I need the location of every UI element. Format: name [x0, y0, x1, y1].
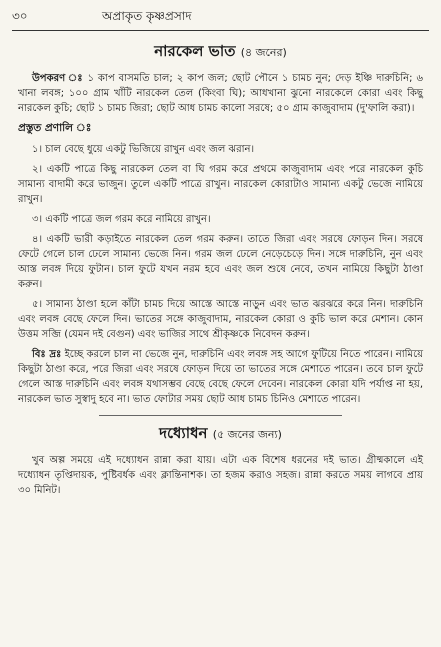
- recipe-title-2-text: দধ্যোধন: [159, 424, 208, 442]
- note-paragraph: [18, 347, 423, 407]
- page-number: ৩০: [12, 9, 28, 23]
- ingredients-label: উপকরণ ঃ: [32, 73, 84, 84]
- step-4: ৪। একটি ভারী কড়াইতে নারকেল তেল গরম করুন। তাতে জিরা এবং সরষে ফোড়ন দিন। সরষে ফেটে গেলে চাল ঢেলে সামান্য ভেজে নিন। গরম জল ঢেলে নেড়েচেড়ে দিন। সঙ্গে দারুচিনি, নুন এবং আস্ত লবঙ্গ দিয়ে ফুটান। চাল ফুটে যখন নরম হবে এবং জল শুষে নেবে, তখন নামিয়ে কিছুটা ঠাণ্ডা করুন।: [18, 234, 423, 290]
- note-label: বিঃ দ্রঃ: [32, 349, 62, 360]
- section-divider: [99, 415, 342, 416]
- recipe-2-intro: খুব অল্প সময়ে এই দধ্যোধন রান্না করা যায়। এটা এক বিশেষ ধরনের দই ভাত। গ্রীষ্মকালে এই দধ্যোধন তৃপ্তিদায়ক, পুষ্টিবর্ধক এবং ক্লান্তিনাশক। তা হজম করাও সহজ। রান্না করতে সময় লাগবে প্রায় ৩০ মিনিট।: [18, 455, 423, 496]
- step-5: ৫। সামান্য ঠাণ্ডা হলে কাঁটা চামচ দিয়ে আস্তে আস্তে নাড়ুন এবং ভাত ঝরঝরে করে নিন। দারুচিনি এবং লবঙ্গ বেছে ফেলে দিন। ভাতের সঙ্গে কাজুবাদাম, নারকেল কোরা ও কুচি ভাল করে মেশান। কোন উত্তম সব্জি (যেমন দই বেগুন) এবং ভাজির সাথে শ্রীকৃষ্ণকে নিবেদন করুন।: [18, 299, 423, 340]
- recipe-title-2: [18, 422, 423, 447]
- recipe-serves-2: (৫ জনের জন্য): [212, 428, 282, 441]
- recipe-title: [18, 40, 423, 65]
- page-content: [18, 40, 423, 503]
- recipe-title-text: নারকেল ভাত: [154, 42, 236, 60]
- step-1: ১। চাল বেছে ধুয়ে একটু ভিজিয়ে রাখুন এবং জল ঝরান।: [32, 144, 255, 155]
- step-2: ২। একটি পাত্রে কিছু নারকেল তেল বা ঘি গরম করে প্রথমে কাজুবাদাম এবং পরে নারকেল কুচি সামান্য বাদামী করে ভাজুন। তুলে একটি পাত্রে রাখুন। নারকেল কোরাটাও সামান্য একটু ভেজে নামিয়ে রাখুন।: [18, 164, 423, 205]
- running-title: অপ্রাকৃত কৃষ্ণপ্রসাদ: [102, 9, 192, 23]
- note-text: ইচ্ছে করলে চাল না ভেজে নুন, দারুচিনি এবং লবঙ্গ সহ আগে ফুটিয়ে নিতে পারেন। নামিয়ে কিছুটা ঠাণ্ডা করে, পরে জিরা এবং সরষে ফোড়ন দিয়ে তা ভাতের সঙ্গে মেশাতে পারেন। তবে চাল ফুটে গেলে আস্ত দারুচিনি এবং লবঙ্গ যথাসম্ভব বেছে বেছে ফেলে দেবেন। নারকেল কোরা যদি পর্যাপ্ত না হয়, নারকেল ভাত সুস্বাদু হবে না। ভাত ফোটার সময় ছোট আধ চামচ চিনিও মেশাতে পারেন।: [18, 349, 423, 405]
- page-header: [12, 8, 429, 26]
- method-heading: প্রস্তুত প্রণালি ঃ: [18, 122, 92, 134]
- ingredients-text: ১ কাপ বাসমতি চাল; ২ কাপ জল; ছোট পৌনে ১ চামচ নুন; দেড় ইঞ্চি দারুচিনি; ৬ খানা লবঙ্গ; ১০০ গ্রাম খাঁটি নারকেল তেল (কিংবা ঘি); আধখানা ঝুনো নারকেলে কোরা এবং কিছু নারকেল কুচি; ছোট ১ চামচ জিরা; ছোট আধ চামচ কালো সরষে; ৫০ গ্রাম কাজুবাদাম (দু'ফালি করা)।: [18, 73, 423, 114]
- step-3: ৩। একটি পাত্রে জল গরম করে নামিয়ে রাখুন।: [32, 214, 211, 225]
- header-rule: [12, 30, 429, 31]
- ingredients-paragraph: [18, 71, 423, 116]
- recipe-serves: (৪ জনের): [240, 46, 287, 59]
